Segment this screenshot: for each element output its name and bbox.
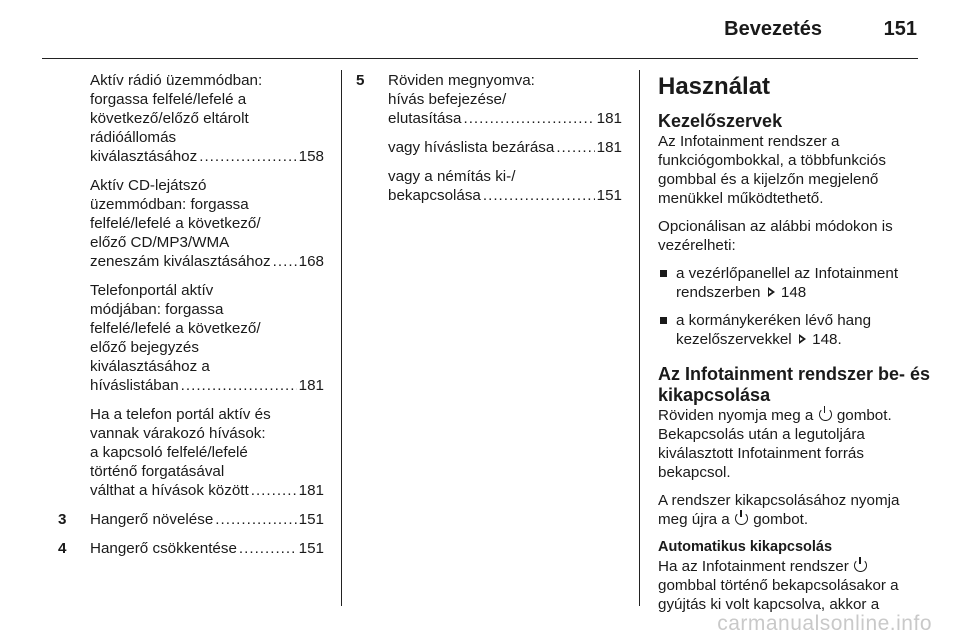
entry-text: vannak várakozó hívások:: [90, 425, 266, 442]
entry-last-line: [90, 252, 324, 271]
index-entry: [356, 167, 622, 205]
entry-text: híváslistában: [90, 377, 179, 394]
item-number: 3: [58, 511, 67, 528]
page-reference-link[interactable]: 151: [298, 511, 324, 528]
entry-last-line: [388, 186, 622, 205]
index-entry: [58, 281, 324, 395]
entry-last-line: [388, 109, 622, 128]
bullet-steering-wheel: a kormánykeréken lévő hang kezelőszervekkel 148.: [658, 311, 926, 349]
paragraph-auto-off: Ha az Infotainment rendszer gombbal történő bekapcsolásakor a gyújtás ki volt kapcsolva, akkor a: [658, 558, 899, 613]
leader-dots: [251, 481, 297, 500]
entry-text: forgassa felfelé/lefelé a: [90, 91, 247, 108]
entry-text: üzemmódban: forgassa: [90, 196, 249, 213]
page-reference-link[interactable]: 181: [596, 110, 622, 127]
header-rule: [42, 58, 918, 59]
entry-text: felfelé/lefelé a következő/: [90, 215, 261, 232]
leader-dots: [199, 147, 296, 166]
bullet-square-icon: [660, 270, 667, 277]
page-reference-link[interactable]: 158: [298, 148, 324, 165]
bullet-control-panel: a vezérlőpanellel az Infotainment rendszerben 148: [658, 264, 926, 302]
index-entry: [58, 405, 324, 500]
leader-dots: [556, 138, 594, 157]
entry-text: kiválasztásához: [90, 148, 198, 165]
item-number: 5: [356, 72, 365, 89]
column-1: [58, 71, 324, 568]
section-heading-usage: Használat: [658, 73, 771, 100]
column-2: [356, 71, 622, 215]
entry-last-line: [388, 138, 622, 157]
entry-last-line: [90, 539, 324, 558]
entry-text: előző bejegyzés: [90, 339, 199, 356]
column-divider-1: [341, 70, 342, 606]
power-icon: [819, 408, 832, 421]
entry-text: Aktív CD-lejátszó: [90, 177, 207, 194]
entry-text: módjában: forgassa: [90, 301, 224, 318]
entry-text: Ha a telefon portál aktív és: [90, 406, 271, 423]
subheading-controls: Kezelőszervek: [658, 111, 783, 131]
entry-text: elutasítása: [388, 110, 462, 127]
page-reference-link[interactable]: 181: [298, 482, 324, 499]
page-reference-link[interactable]: 151: [298, 540, 324, 557]
page-reference-link[interactable]: 181: [298, 377, 324, 394]
entry-text: Aktív rádió üzemmódban:: [90, 72, 263, 89]
power-icon: [854, 559, 867, 572]
entry-text: bekapcsolása: [388, 187, 481, 204]
page-header: [0, 0, 960, 62]
page-reference-icon: [799, 334, 806, 344]
page-reference-link[interactable]: 151: [596, 187, 622, 204]
entry-last-line: [90, 510, 324, 529]
column-3: [658, 71, 931, 623]
leader-dots: [239, 539, 297, 558]
leader-dots: [463, 109, 594, 128]
index-entry: [356, 138, 622, 157]
subheading-on-off: Az Infotainment rendszer be- és kikapcsolása: [658, 364, 931, 405]
power-icon: [735, 512, 748, 525]
entry-text: Telefonportál aktív: [90, 282, 214, 299]
subheading-auto-off: Automatikus kikapcsolás: [658, 539, 833, 555]
leader-dots: [483, 186, 595, 205]
paragraph-switch-off: A rendszer kikapcsolásához nyomja meg újra a gombot.: [658, 492, 900, 528]
paragraph-switch-on: Röviden nyomja meg a gombot. Bekapcsolás után a legutoljára kiválasztott Infotainment forrás bekapcsol.: [658, 407, 892, 481]
item-number: 4: [58, 540, 67, 557]
page-reference-link[interactable]: 148.: [812, 331, 842, 348]
entry-text: előző CD/MP3/WMA: [90, 234, 230, 251]
entry-last-line: [90, 147, 324, 166]
index-entry: [356, 71, 622, 128]
bullet-square-icon: [660, 317, 667, 324]
entry-text: kiválasztásához a: [90, 358, 210, 375]
leader-dots: [215, 510, 296, 529]
watermark: carmanualsonline.info: [717, 612, 932, 635]
index-entry: [58, 71, 324, 166]
header-page-number: 151: [883, 18, 917, 40]
index-entry: [58, 539, 324, 558]
page-reference-link[interactable]: 181: [596, 139, 622, 156]
entry-text: rádióállomás: [90, 129, 177, 146]
entry-text: válthat a hívások között: [90, 482, 249, 499]
entry-last-line: [90, 481, 324, 500]
entry-last-line: [90, 376, 324, 395]
page-reference-icon: [768, 287, 775, 297]
entry-text: felfelé/lefelé a következő/: [90, 320, 261, 337]
entry-text: a kapcsoló felfelé/lefelé: [90, 444, 248, 461]
entry-text: Röviden megnyomva:: [388, 72, 535, 89]
column-divider-2: [639, 70, 640, 606]
entry-text: Hangerő csökkentése: [90, 540, 237, 557]
entry-text: zeneszám kiválasztásához: [90, 253, 271, 270]
entry-text: történő forgatásával: [90, 463, 225, 480]
entry-text: vagy híváslista bezárása: [388, 139, 555, 156]
paragraph-controls-1: Az Infotainment rendszer a funkciógombokkal, a többfunkciós gombbal és a kijelzőn megjelenő menükkel működtethető.: [658, 133, 886, 207]
paragraph-controls-2: Opcionálisan az alábbi módokon is vezérelheti:: [658, 218, 893, 254]
index-entry: [58, 510, 324, 529]
leader-dots: [181, 376, 297, 395]
header-title: Bevezetés: [724, 18, 822, 40]
entry-text: vagy a némítás ki-/: [388, 168, 516, 185]
leader-dots: [273, 252, 297, 271]
page-reference-link[interactable]: 168: [298, 253, 324, 270]
index-entry: [58, 176, 324, 271]
entry-text: hívás befejezése/: [388, 91, 507, 108]
page-reference-link[interactable]: 148: [780, 284, 807, 301]
entry-text: következő/előző eltárolt: [90, 110, 249, 127]
entry-text: Hangerő növelése: [90, 511, 214, 528]
